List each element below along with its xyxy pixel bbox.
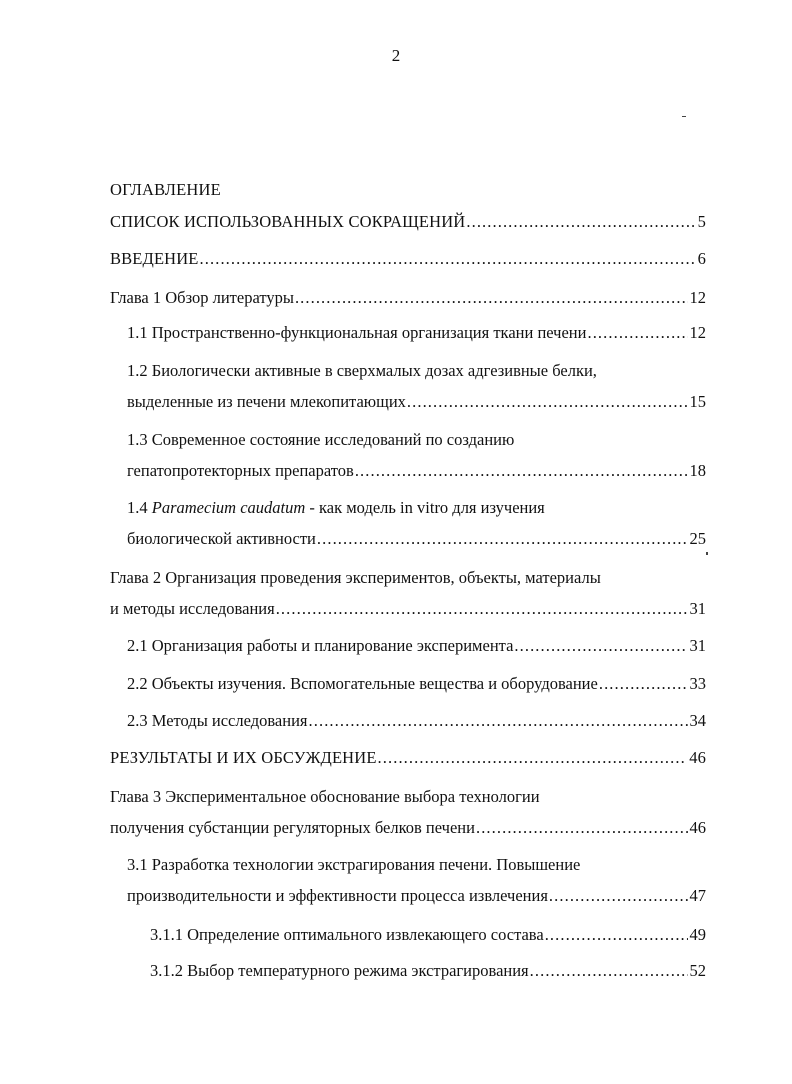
toc-entry-title: получения субстанции регуляторных белков печени	[110, 818, 475, 837]
toc-entry-title: биологической активности	[127, 529, 316, 548]
toc-entry-title: 2.2 Объекты изучения. Вспомогательные вещества и оборудование	[127, 674, 598, 693]
dot-leader	[295, 286, 688, 310]
toc-entry-page: 5	[697, 212, 706, 231]
toc-entry-page: 34	[689, 711, 706, 730]
toc-entry-page: 49	[689, 925, 706, 944]
toc-entry-page: 33	[689, 674, 706, 693]
dot-leader	[378, 746, 688, 770]
toc-entry-title: ВВЕДЕНИЕ	[110, 249, 199, 268]
toc-entry-page: 15	[689, 392, 706, 411]
toc-entry-page: 18	[689, 461, 706, 480]
toc-entry-chapter-2[interactable]	[110, 597, 706, 621]
toc-entry-abbreviations[interactable]	[110, 210, 706, 234]
dot-leader	[407, 390, 688, 414]
dot-leader	[309, 709, 688, 733]
toc-entry-title: 1.1 Пространственно-функциональная организация ткани печени	[127, 323, 587, 342]
toc-entry-1-4-line1[interactable]	[127, 496, 545, 520]
toc-entry-title: 2.1 Организация работы и планирование эксперимента	[127, 636, 514, 655]
toc-entry-title: СПИСОК ИСПОЛЬЗОВАННЫХ СОКРАЩЕНИЙ	[110, 212, 466, 231]
toc-entry-title: Глава 1 Обзор литературы	[110, 288, 294, 307]
toc-entry-1-2-line1[interactable]: 1.2 Биологически активные в сверхмалых дозах адгезивные белки,	[127, 361, 597, 380]
toc-entry-3-1[interactable]	[127, 884, 706, 908]
toc-entry-title: и методы исследования	[110, 599, 275, 618]
toc-entry-page: 31	[689, 599, 706, 618]
toc-entry-2-3[interactable]	[127, 709, 706, 733]
dot-leader	[530, 959, 688, 983]
toc-entry-chapter-3[interactable]	[110, 816, 706, 840]
toc-heading: ОГЛАВЛЕНИЕ	[110, 180, 221, 199]
dot-leader	[514, 634, 687, 658]
toc-entry-page: 12	[689, 288, 706, 307]
toc-entry-1-3[interactable]	[127, 459, 706, 483]
page-number: 2	[391, 46, 401, 65]
toc-entry-title: гепатопротекторных препаратов	[127, 461, 354, 480]
dot-leader	[587, 321, 687, 345]
toc-entry-chapter-1[interactable]	[110, 286, 706, 310]
toc-entry-title: 2.3 Методы исследования	[127, 711, 308, 730]
toc-entry-title-prefix: 1.4	[127, 498, 152, 517]
toc-entry-page: 46	[689, 748, 706, 767]
toc-entry-title: РЕЗУЛЬТАТЫ И ИХ ОБСУЖДЕНИЕ	[110, 748, 377, 767]
toc-entry-1-1[interactable]	[127, 321, 706, 345]
dot-leader	[276, 597, 688, 621]
toc-entry-3-1-line1[interactable]: 3.1 Разработка технологии экстрагирования печени. Повышение	[127, 855, 581, 874]
dot-leader	[466, 210, 695, 234]
toc-entry-page: 12	[689, 323, 706, 342]
toc-entry-page: 31	[689, 636, 706, 655]
dot-leader	[476, 816, 688, 840]
toc-entry-page: 52	[689, 961, 706, 980]
toc-entry-results[interactable]	[110, 746, 706, 770]
toc-entry-page: 25	[689, 529, 706, 548]
toc-entry-page: 46	[689, 818, 706, 837]
toc-entry-page: 47	[689, 886, 706, 905]
species-name: Paramecium caudatum	[151, 498, 306, 517]
toc-entry-2-2[interactable]	[127, 672, 706, 696]
dot-leader	[317, 527, 688, 551]
toc-entry-chapter-2-line1[interactable]: Глава 2 Организация проведения экспериментов, объекты, материалы	[110, 568, 601, 587]
toc-entry-3-1-1[interactable]	[150, 923, 706, 947]
dot-leader	[200, 247, 696, 271]
dot-leader	[355, 459, 688, 483]
dot-leader	[545, 923, 688, 947]
toc-entry-introduction[interactable]	[110, 247, 706, 271]
toc-entry-title: 3.1.1 Определение оптимального извлекающего состава	[150, 925, 544, 944]
toc-entry-3-1-2[interactable]	[150, 959, 706, 983]
toc-entry-chapter-3-line1[interactable]: Глава 3 Экспериментальное обоснование выбора технологии	[110, 787, 540, 806]
toc-entry-page: 6	[697, 249, 706, 268]
toc-entry-title-suffix: - как модель in vitro для изучения	[305, 498, 545, 517]
dot-leader	[599, 672, 688, 696]
toc-entry-1-3-line1[interactable]: 1.3 Современное состояние исследований по созданию	[127, 430, 515, 449]
toc-entry-title: 3.1.2 Выбор температурного режима экстрагирования	[150, 961, 529, 980]
toc-entry-2-1[interactable]	[127, 634, 706, 658]
toc-entry-1-4[interactable]	[127, 527, 706, 551]
dot-leader	[549, 884, 688, 908]
toc-entry-1-2[interactable]	[127, 390, 706, 414]
toc-entry-title: производительности и эффективности процесса извлечения	[127, 886, 548, 905]
toc-entry-title: выделенные из печени млекопитающих	[127, 392, 406, 411]
